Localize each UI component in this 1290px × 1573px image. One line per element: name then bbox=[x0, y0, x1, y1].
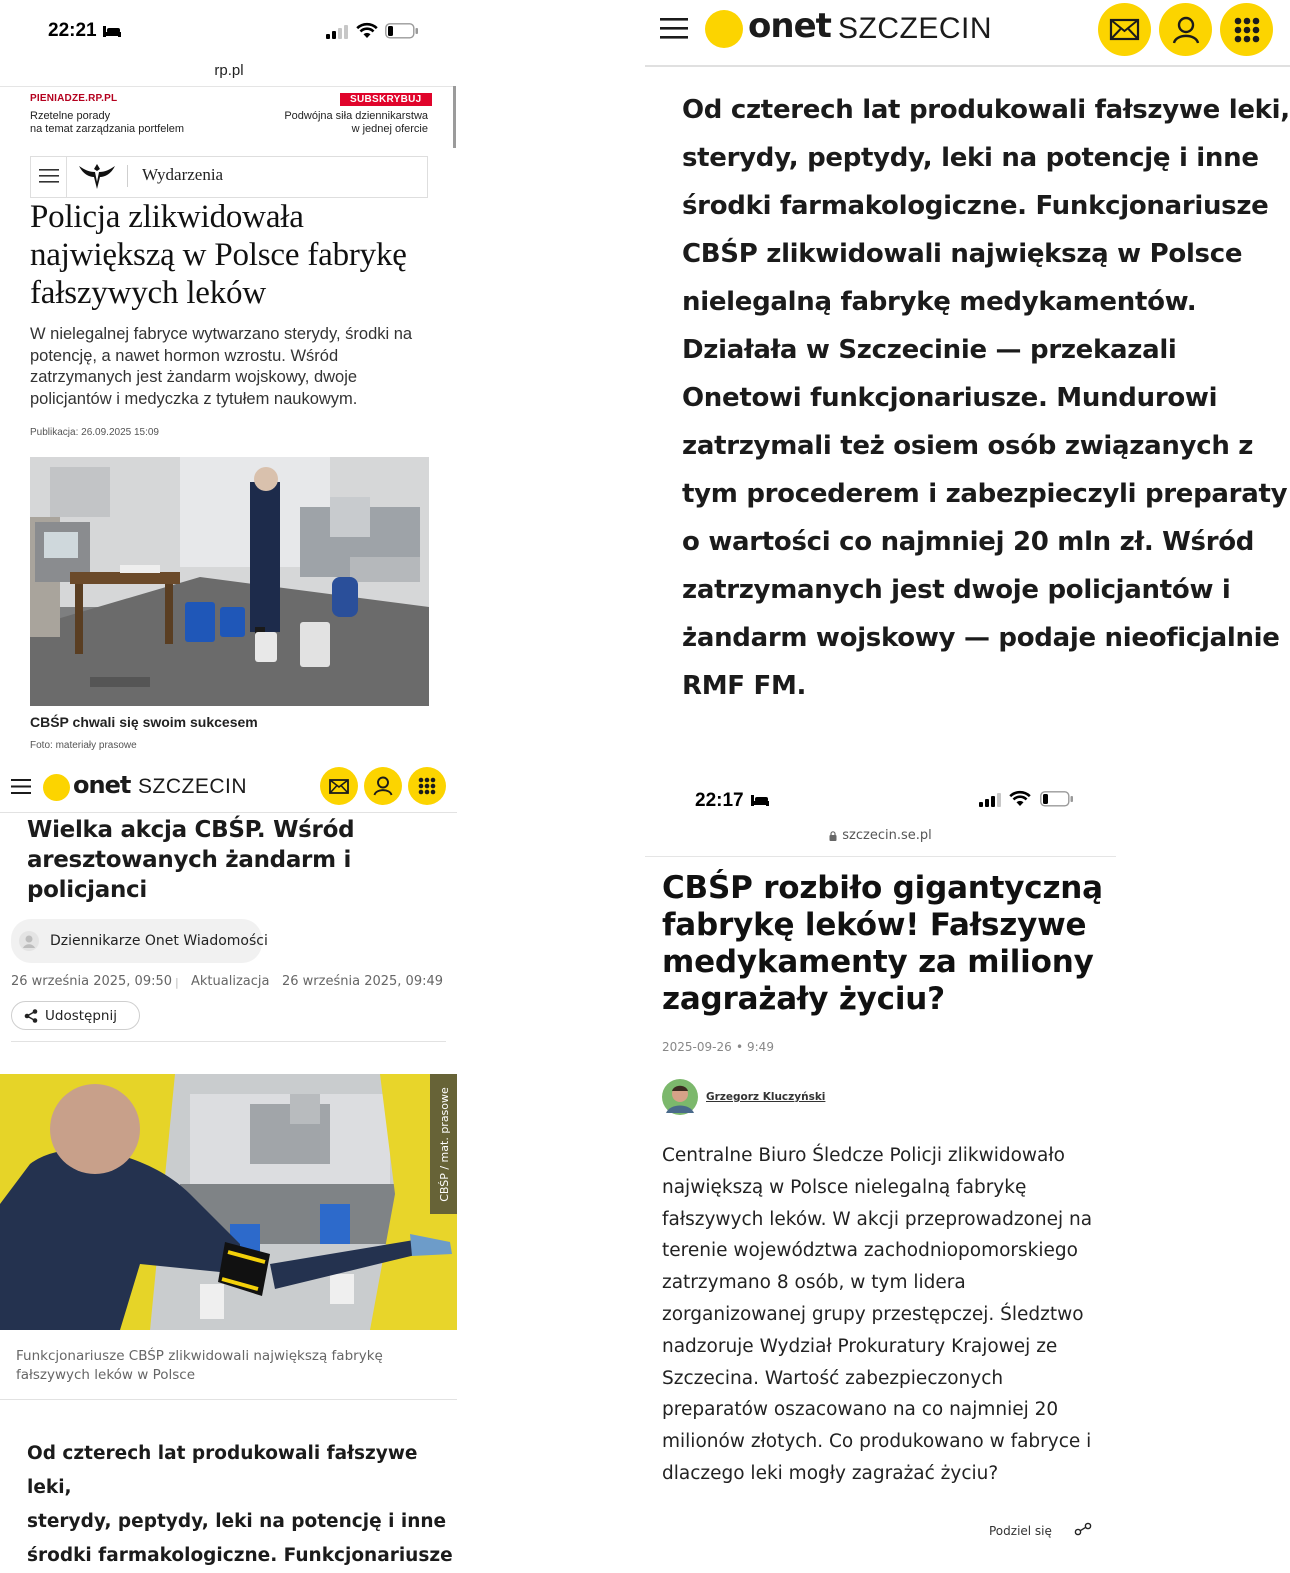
share-icon[interactable] bbox=[1072, 1522, 1092, 1536]
body-line: milionów złotych. Co produkowano w fabryce i bbox=[662, 1431, 1092, 1453]
divider bbox=[645, 856, 1116, 857]
title-line: CBŚP rozbiło gigantyczną bbox=[662, 870, 1103, 906]
lead-line: o wartości co najmniej 20 mln zł. Wśród bbox=[682, 527, 1255, 557]
article-title bbox=[662, 870, 1103, 1018]
divider bbox=[0, 1399, 457, 1400]
apps-grid-icon bbox=[418, 777, 436, 795]
body-line: dlaczego leki mogły zagrażać życiu? bbox=[662, 1462, 999, 1484]
lead-line: Onetowi funkcjonariusze. Mundurowi bbox=[682, 383, 1218, 413]
signal-icon bbox=[979, 792, 1001, 807]
promo-line: Rzetelne porady bbox=[30, 110, 111, 122]
bed-icon bbox=[750, 794, 770, 807]
rp-panel bbox=[0, 0, 460, 765]
section-label[interactable]: Wydarzenia bbox=[142, 165, 224, 184]
hamburger-icon[interactable] bbox=[660, 18, 688, 39]
avatar-icon bbox=[19, 931, 39, 951]
lead-text bbox=[27, 1437, 460, 1573]
lead-line: sterydy, peptydy, leki na potencję i inne bbox=[682, 143, 1259, 173]
apps-button[interactable] bbox=[408, 767, 446, 805]
author-name[interactable]: Grzegorz Kluczyński bbox=[706, 1091, 826, 1103]
promo-label[interactable]: PIENIADZE.RP.PL bbox=[30, 93, 118, 104]
publish-time: 9:49 bbox=[747, 1040, 774, 1054]
promo-line: w jednej ofercie bbox=[351, 123, 428, 135]
onet-logo-text[interactable]: onet bbox=[748, 6, 831, 46]
lead-line: RMF FM. bbox=[682, 671, 807, 701]
subscribe-button[interactable]: SUBSKRYBUJ bbox=[340, 93, 432, 106]
divider bbox=[0, 86, 455, 87]
lead-line: sterydy, peptydy, leki na potencję i inne bbox=[27, 1511, 447, 1532]
url-text: szczecin.se.pl bbox=[842, 828, 932, 843]
share-icon bbox=[24, 1009, 38, 1023]
onet-logo-dot[interactable] bbox=[705, 10, 743, 48]
update-label: Aktualizacja bbox=[191, 974, 270, 989]
onet-mobile-panel bbox=[0, 765, 460, 1566]
body-line: zorganizowanej grupy przestępczej. Śledztwo bbox=[662, 1303, 1084, 1325]
article-photo[interactable] bbox=[0, 1074, 457, 1330]
lead-line: Działała w Szczecinie — przekazali bbox=[682, 335, 1177, 365]
promo-line: Podwójna siła dziennikarstwa bbox=[284, 110, 428, 122]
photo-credit: CBŚP / mat. prasowe bbox=[437, 1086, 451, 1202]
publish-date: 2025-09-26 bbox=[662, 1040, 732, 1054]
share-label: Udostępnij bbox=[45, 1007, 117, 1024]
user-icon bbox=[373, 776, 393, 796]
wifi-icon bbox=[356, 22, 378, 39]
article-photo[interactable] bbox=[30, 457, 429, 706]
lead-line: środki farmakologiczne. Funkcjonariusze bbox=[682, 191, 1269, 221]
onet-large-panel bbox=[645, 0, 1290, 745]
account-button[interactable] bbox=[364, 767, 402, 805]
promo-line: na temat zarządzania portfelem bbox=[30, 123, 185, 135]
body-line: zatrzymano 8 osób, w tym lidera bbox=[662, 1272, 966, 1294]
article-lead: W nielegalnej fabryce wytwarzano sterydy, środki na potencję, a nawet hormon wzrostu. Wśród zatrzymanych jest żandarm wojskowy, dwoje policjantów i medyczka z tytułem naukowym. bbox=[30, 325, 413, 408]
author-avatar[interactable] bbox=[662, 1079, 698, 1115]
article-title: Policja zlikwidowała największą w Polsce fabrykę fałszywych leków bbox=[30, 199, 407, 311]
hamburger-icon[interactable] bbox=[39, 168, 59, 184]
onet-logo-text[interactable]: onet bbox=[73, 771, 131, 799]
share-button[interactable] bbox=[11, 1001, 140, 1030]
divider bbox=[0, 812, 457, 813]
publish-date: 26 września 2025, 09:50 bbox=[11, 974, 173, 989]
apps-grid-icon bbox=[1234, 17, 1260, 43]
lead-line: tym procederem i zabezpieczyli preparaty bbox=[682, 479, 1288, 509]
lead-line: Od czterech lat produkowali fałszywe leki, bbox=[27, 1443, 418, 1498]
article-title: Wielka akcja CBŚP. Wśród aresztowanych żandarm i policjanci bbox=[27, 817, 355, 903]
mail-icon bbox=[329, 779, 349, 794]
lead-line: środki farmakologiczne. Funkcjonariusze bbox=[27, 1545, 453, 1566]
lead-line: nielegalną fabrykę medykamentów. bbox=[682, 287, 1197, 317]
photo-caption: CBŚP chwali się swoim sukcesem bbox=[30, 714, 258, 730]
battery-icon bbox=[1040, 791, 1074, 807]
body-line: Centralne Biuro Śledcze Policji zlikwidowało bbox=[662, 1145, 1065, 1166]
hamburger-icon[interactable] bbox=[11, 779, 31, 794]
mail-icon bbox=[1110, 19, 1139, 40]
divider bbox=[645, 65, 1290, 67]
body-line: fałszywych leków. W akcji przeprowadzonej na bbox=[662, 1208, 1093, 1230]
photo-credit: Foto: materiały prasowe bbox=[30, 740, 137, 751]
signal-icon bbox=[326, 24, 348, 39]
title-line: fabrykę leków! Fałszywe bbox=[662, 907, 1087, 943]
lead-line: CBŚP zlikwidowali największą w Polsce bbox=[682, 239, 1243, 269]
status-time: 22:21 bbox=[48, 20, 97, 41]
wifi-icon bbox=[1009, 790, 1031, 807]
date-dot: • bbox=[736, 1040, 744, 1054]
city-label[interactable]: SZCZECIN bbox=[138, 775, 247, 798]
body-line: terenie województwa zachodniopomorskiego bbox=[662, 1240, 1078, 1262]
url-bar[interactable]: rp.pl bbox=[214, 62, 244, 79]
lock-icon bbox=[829, 831, 837, 841]
body-line: preparatów oszacowano na co najmniej 20 bbox=[662, 1399, 1059, 1421]
meta-separator: | bbox=[175, 976, 179, 989]
publication-date: Publikacja: 26.09.2025 15:09 bbox=[30, 427, 159, 438]
title-line: medykamenty za miliony bbox=[662, 944, 1094, 980]
lead-line: żandarm wojskowy — podaje nieoficjalnie bbox=[682, 623, 1280, 653]
article-body bbox=[662, 1140, 1092, 1490]
body-line: największą w Polsce nielegalną fabrykę bbox=[662, 1176, 1027, 1198]
divider bbox=[11, 1041, 446, 1042]
apps-button[interactable] bbox=[1220, 3, 1273, 56]
author-name[interactable]: Dziennikarze Onet Wiadomości bbox=[50, 933, 268, 949]
lead-line: Od czterech lat produkowali fałszywe leki, bbox=[682, 95, 1290, 125]
lead-line: zatrzymali też osiem osób związanych z bbox=[682, 431, 1254, 461]
photo-caption: Funkcjonariusze CBŚP zlikwidowali największą fabrykę fałszywych leków w Polsce bbox=[16, 1348, 383, 1383]
bed-icon bbox=[102, 25, 122, 38]
user-icon bbox=[1172, 16, 1200, 44]
update-date: 26 września 2025, 09:49 bbox=[282, 974, 444, 989]
scrollbar[interactable] bbox=[453, 86, 456, 148]
url-bar[interactable] bbox=[645, 828, 1116, 843]
city-label[interactable]: SZCZECIN bbox=[838, 12, 992, 45]
lead-text bbox=[682, 86, 1290, 710]
body-line: nadzoruje Wydział Prokuratury Krajowej ze bbox=[662, 1335, 1058, 1357]
eagle-logo-icon[interactable] bbox=[77, 160, 117, 190]
mail-button[interactable] bbox=[1098, 3, 1151, 56]
lead-line: zatrzymanych jest dwoje policjantów i bbox=[682, 575, 1231, 605]
se-panel bbox=[645, 775, 1116, 1536]
account-button[interactable] bbox=[1159, 3, 1212, 56]
share-label[interactable]: Podziel się bbox=[989, 1524, 1052, 1538]
onet-logo-dot[interactable] bbox=[43, 774, 70, 801]
battery-icon bbox=[385, 23, 419, 39]
body-line: Szczecina. Wartość zabezpieczonych bbox=[662, 1367, 1004, 1389]
title-line: zagrażały życiu? bbox=[662, 981, 945, 1017]
status-time: 22:17 bbox=[695, 790, 744, 811]
mail-button[interactable] bbox=[320, 767, 358, 805]
